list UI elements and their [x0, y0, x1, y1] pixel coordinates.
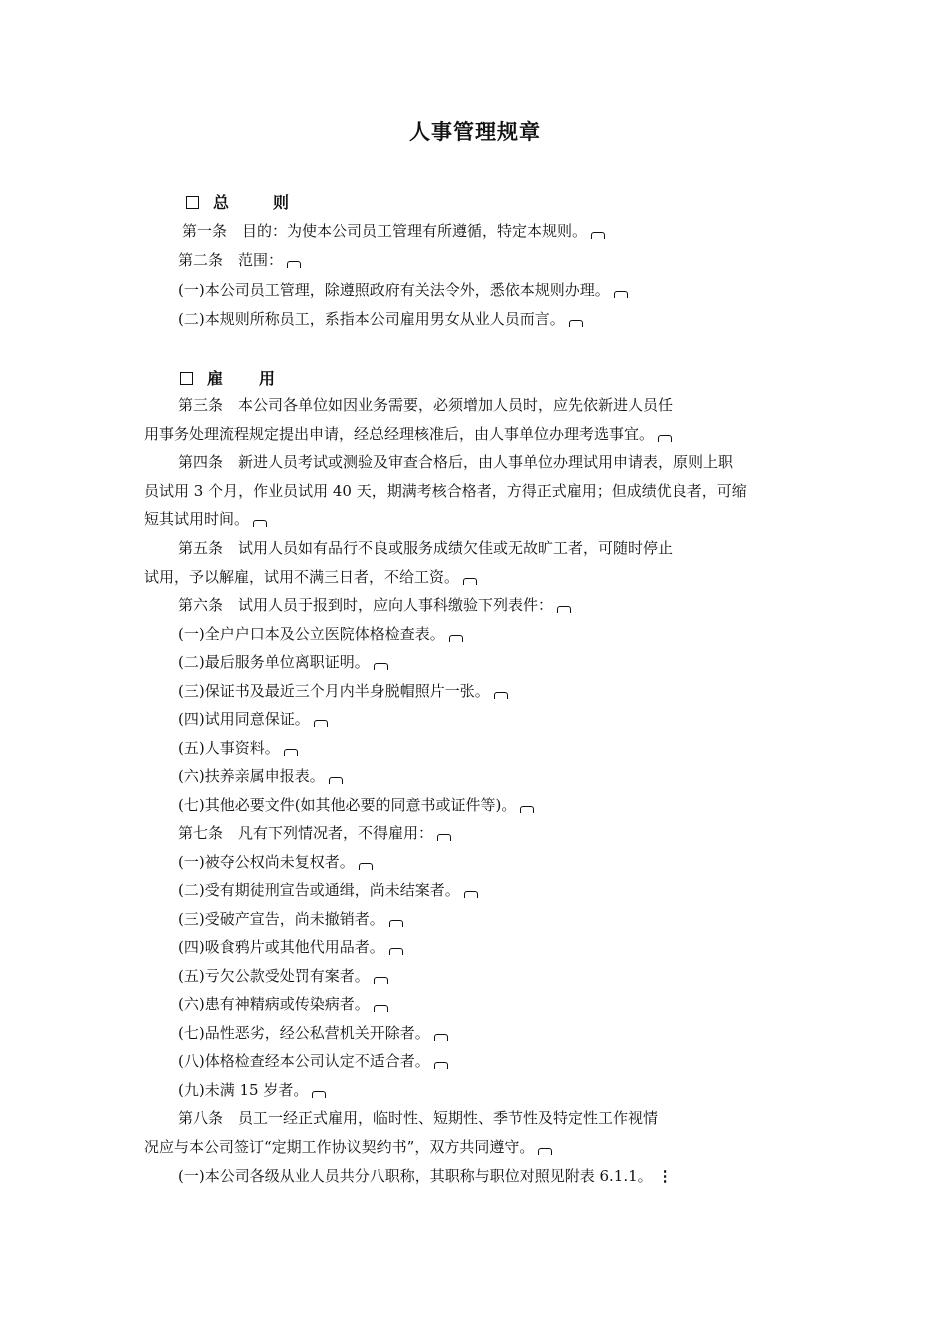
paragraph-line: 第五条 试用人员如有品行不良或服务成绩欠佳或无故旷工者，可随时停止: [178, 539, 674, 557]
vertical-ellipsis-icon: ⋮: [657, 1167, 673, 1185]
checkbox-square-icon: [186, 196, 199, 209]
paragraph-line: (七)其他必要文件(如其他必要的同意书或证件等)。: [178, 795, 534, 815]
paragraph-line: 短其试用时间。: [144, 509, 267, 529]
paragraph-line: (一)被夺公权尚未复权者。: [178, 852, 373, 872]
paragraph-line: 第八条 员工一经正式雇用，临时性、短期性、季节性及特定性工作视情: [178, 1109, 659, 1127]
paragraph-line: (三)保证书及最近三个月内半身脱帽照片一张。: [178, 681, 508, 701]
paragraph-line: (二)本规则所称员工，系指本公司雇用男女从业人员而言。: [178, 309, 583, 329]
return-mark-icon: [287, 261, 301, 268]
return-mark-icon: [359, 863, 373, 870]
return-mark-icon: [614, 291, 628, 298]
return-mark-icon: [538, 1148, 552, 1155]
document-title: 人事管理规章: [409, 120, 541, 144]
return-mark-icon: [557, 606, 571, 613]
paragraph-line: (八)体格检查经本公司认定不适合者。: [178, 1051, 448, 1071]
paragraph-line: (一)本公司各级从业人员共分八职称，其职称与职位对照见附表 6.1.1。 ⋮: [178, 1167, 673, 1185]
section-heading-employment: [180, 366, 275, 389]
return-mark-icon: [434, 1034, 448, 1041]
paragraph-line: (九)未满 15 岁者。: [178, 1080, 326, 1100]
paragraph-line: 试用，予以解雇，试用不满三日者，不给工资。: [144, 567, 477, 587]
return-mark-icon: [314, 720, 328, 727]
return-mark-icon: [449, 635, 463, 642]
section-heading-char: 总: [213, 193, 230, 212]
return-mark-icon: [389, 948, 403, 955]
checkbox-square-icon: [180, 372, 193, 385]
paragraph-line: 第一条 目的：为使本公司员工管理有所遵循，特定本规则。: [182, 221, 605, 241]
return-mark-icon: [312, 1091, 326, 1098]
paragraph-line: 第四条 新进人员考试或测验及审查合格后，由人事单位办理试用申请表，原则上职: [178, 453, 734, 471]
paragraph-line: (四)试用同意保证。: [178, 709, 328, 729]
return-mark-icon: [520, 806, 534, 813]
return-mark-icon: [569, 320, 583, 327]
paragraph-line: 第六条 试用人员于报到时，应向人事科缴验下列表件：: [178, 595, 571, 615]
return-mark-icon: [463, 578, 477, 585]
return-mark-icon: [389, 920, 403, 927]
section-heading-char: 用: [259, 369, 276, 388]
paragraph-line: 第七条 凡有下列情况者，不得雇用：: [178, 823, 451, 843]
section-heading-general: [186, 190, 289, 213]
paragraph-line: 员试用 3 个月，作业员试用 40 天，期满考核合格者，方得正式雇用；但成绩优良者，可缩: [144, 482, 747, 500]
return-mark-icon: [434, 1062, 448, 1069]
return-mark-icon: [591, 232, 605, 239]
paragraph-line: 况应与本公司签订“定期工作协议契约书”，双方共同遵守。: [144, 1137, 552, 1157]
paragraph-line: 第二条 范围：: [178, 250, 301, 270]
return-mark-icon: [284, 749, 298, 756]
return-mark-icon: [374, 663, 388, 670]
section-heading-char: 则: [273, 193, 290, 212]
return-mark-icon: [658, 435, 672, 442]
paragraph-line: (五)人事资料。: [178, 738, 298, 758]
return-mark-icon: [253, 520, 267, 527]
return-mark-icon: [329, 777, 343, 784]
paragraph-line: (六)患有神精病或传染病者。: [178, 994, 388, 1014]
paragraph-line: (二)受有期徒刑宣告或通缉，尚未结案者。: [178, 880, 478, 900]
paragraph-line: 第三条 本公司各单位如因业务需要，必须增加人员时，应先依新进人员任: [178, 396, 674, 414]
paragraph-line: (六)扶养亲属申报表。: [178, 766, 343, 786]
paragraph-line: (一)本公司员工管理，除遵照政府有关法令外，悉依本规则办理。: [178, 280, 628, 300]
paragraph-line: (七)品性恶劣，经公私营机关开除者。: [178, 1023, 448, 1043]
paragraph-line: (三)受破产宣告，尚未撤销者。: [178, 909, 403, 929]
paragraph-line: 用事务处理流程规定提出申请，经总经理核准后，由人事单位办理考选事宜。: [144, 424, 672, 444]
paragraph-line: (五)亏欠公款受处罚有案者。: [178, 966, 388, 986]
paragraph-line: (一)全户户口本及公立医院体格检查表。: [178, 624, 463, 644]
return-mark-icon: [374, 1005, 388, 1012]
return-mark-icon: [374, 977, 388, 984]
return-mark-icon: [464, 891, 478, 898]
paragraph-line: (二)最后服务单位离职证明。: [178, 652, 388, 672]
return-mark-icon: [437, 834, 451, 841]
return-mark-icon: [494, 692, 508, 699]
paragraph-line: (四)吸食鸦片或其他代用品者。: [178, 937, 403, 957]
section-heading-char: 雇: [207, 369, 224, 388]
